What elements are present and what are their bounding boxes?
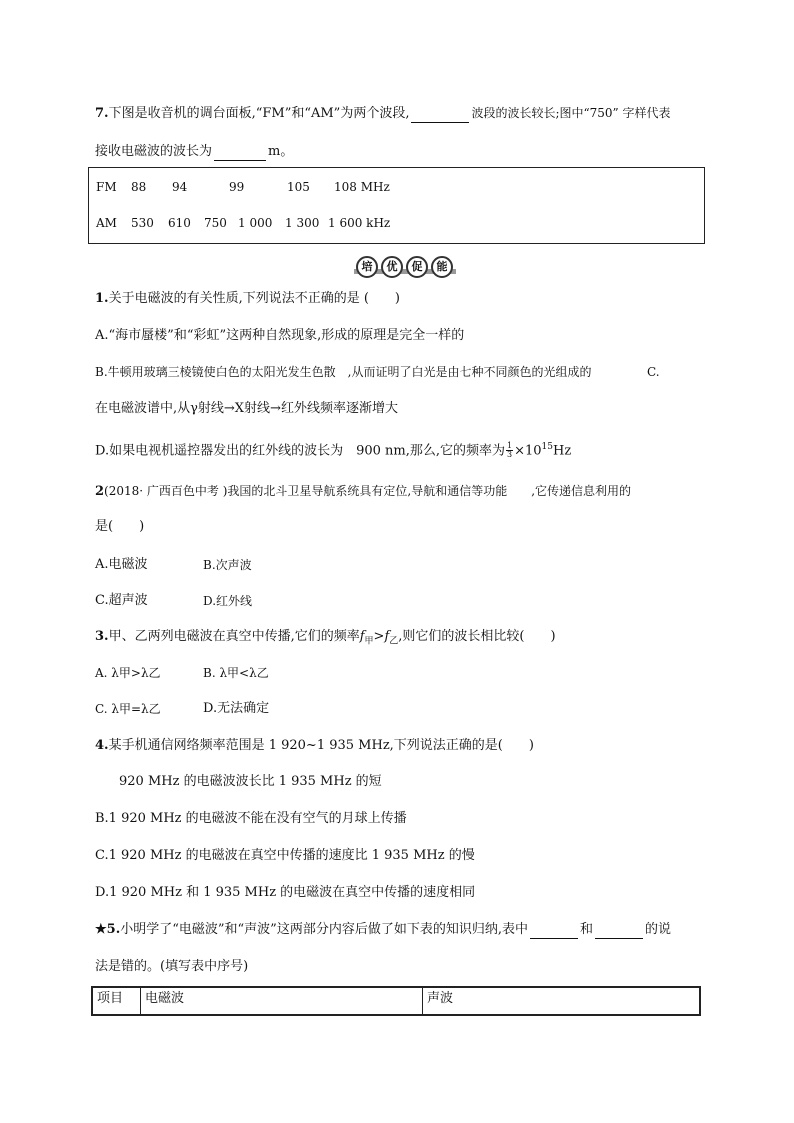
q1-number: 1. — [95, 291, 109, 306]
fraction-denominator: 3 — [507, 450, 513, 460]
q1-option-c-label: C. — [647, 365, 660, 379]
q3-option-b[interactable]: B. λ甲<λ乙 — [203, 666, 269, 680]
fraction-numerator: 1 — [507, 441, 513, 451]
q5-number: ★5. — [95, 922, 121, 937]
am-label: AM — [96, 216, 117, 230]
fm-value: 88 — [131, 180, 147, 194]
am-value: 1 300 — [285, 216, 320, 230]
q7-blank-1[interactable] — [411, 108, 469, 123]
q7-text-3: 接收电磁波的波长为 — [95, 144, 213, 159]
q5-line2: 法是错的。(填写表中序号) — [95, 959, 249, 974]
q7-blank-2[interactable] — [214, 146, 266, 161]
q4-option-d[interactable]: D.1 920 MHz 和 1 935 MHz 的电磁波在真空中传播的速度相同 — [95, 885, 476, 900]
q4-option-c[interactable]: C.1 920 MHz 的电磁波在真空中传播的速度比 1 935 MHz 的慢 — [95, 848, 475, 863]
table-header-cell: 声波 — [427, 991, 454, 1006]
q7-number: 7. — [95, 106, 109, 121]
q7-text-4: m。 — [268, 144, 294, 159]
q4-stem — [95, 737, 534, 755]
q2-option-b[interactable]: B.次声波 — [203, 558, 252, 572]
q7-text-1: 下图是收音机的调台面板,“FM”和“AM”为两个波段, — [108, 106, 410, 121]
q5-text-1: 小明学了“电磁波”和“声波”这两部分内容后做了如下表的知识归纳,表中 — [120, 922, 528, 937]
q3-sub1: 甲 — [364, 636, 374, 647]
am-value: 530 — [131, 216, 154, 230]
q1-d-unit: Hz — [553, 443, 572, 459]
q1-option-d[interactable] — [95, 438, 571, 460]
banner-char: 能 — [431, 256, 453, 278]
q7-line2 — [95, 143, 293, 161]
q3-f2: f — [384, 629, 390, 644]
q1-option-b[interactable]: B.牛顿用玻璃三棱镜使白色的太阳光发生色散 ,从而证明了白光是由七种不同颜色的光组成的 — [95, 365, 592, 379]
q2-stem — [95, 482, 631, 501]
q1-text: 关于电磁波的有关性质,下列说法不正确的是 ( ) — [108, 291, 400, 306]
q5-blank-2[interactable] — [595, 924, 643, 939]
q7-line1 — [95, 104, 671, 123]
q2-option-a[interactable]: A.电磁波 — [95, 557, 148, 572]
banner-char: 优 — [381, 256, 403, 278]
q1-option-a[interactable]: A.“海市蜃楼”和“彩虹”这两种自然现象,形成的原理是完全一样的 — [95, 328, 465, 343]
q2-line2: 是( ) — [95, 519, 145, 534]
q3-gt: > — [373, 629, 385, 644]
fm-value: 99 — [229, 180, 245, 194]
am-value: 1 000 — [238, 216, 273, 230]
q2-option-c[interactable]: C.超声波 — [95, 593, 148, 608]
fm-value: 94 — [172, 180, 188, 194]
q2-text: (2018· 广西百色中考 )我国的北斗卫星导航系统具有定位,导航和通信等功能 ,它传递信息利用的 — [104, 484, 632, 498]
q1-option-c[interactable]: 在电磁波谱中,从γ射线→X射线→红外线频率逐渐增大 — [95, 401, 398, 416]
q5-line1 — [95, 921, 671, 939]
q4-number: 4. — [95, 738, 109, 753]
fm-value: 108 MHz — [334, 180, 390, 194]
q1-d-exponent: 15 — [541, 442, 553, 452]
fraction — [506, 442, 513, 459]
am-value: 1 600 kHz — [328, 216, 391, 230]
section-banner — [354, 256, 456, 276]
q1-d-times: ×10 — [514, 443, 542, 459]
q1-d-text: D.如果电视机遥控器发出的红外线的波长为 900 nm,那么,它的频率为 — [95, 443, 506, 459]
fm-label: FM — [96, 180, 117, 194]
am-value: 750 — [204, 216, 227, 230]
q3-option-d[interactable]: D.无法确定 — [203, 701, 270, 716]
fm-value: 105 — [287, 180, 310, 194]
q2-number: 2 — [95, 484, 105, 499]
q3-text-2: ,则它们的波长相比较( ) — [398, 629, 556, 644]
q3-number: 3. — [95, 629, 109, 644]
q5-table-header — [91, 986, 701, 1016]
q3-option-c[interactable]: C. λ甲=λ乙 — [95, 702, 161, 716]
q3-stem — [95, 628, 556, 651]
table-header-cell: 项目 — [93, 988, 141, 1014]
table-header-cell: 电磁波 — [141, 988, 423, 1014]
q4-option-a[interactable]: 920 MHz 的电磁波波长比 1 935 MHz 的短 — [119, 774, 382, 789]
q7-text-2: 波段的波长较长;图中“750” 字样代表 — [471, 106, 671, 120]
banner-char: 培 — [356, 256, 378, 278]
am-value: 610 — [168, 216, 191, 230]
q5-text-2: 和 — [579, 922, 593, 937]
q4-option-b[interactable]: B.1 920 MHz 的电磁波不能在没有空气的月球上传播 — [95, 811, 407, 826]
q5-text-3: 的说 — [644, 922, 671, 937]
q5-blank-1[interactable] — [530, 924, 578, 939]
q3-f1: f — [359, 629, 365, 644]
q2-option-d[interactable]: D.红外线 — [203, 594, 253, 608]
q3-text-1: 甲、乙两列电磁波在真空中传播,它们的频率 — [108, 629, 360, 644]
q3-sub2: 乙 — [389, 636, 399, 647]
q3-option-a[interactable]: A. λ甲>λ乙 — [95, 666, 161, 680]
q4-text: 某手机通信网络频率范围是 1 920~1 935 MHz,下列说法正确的是( ) — [108, 738, 534, 753]
banner-char: 促 — [406, 256, 428, 278]
q1-stem — [95, 290, 400, 308]
